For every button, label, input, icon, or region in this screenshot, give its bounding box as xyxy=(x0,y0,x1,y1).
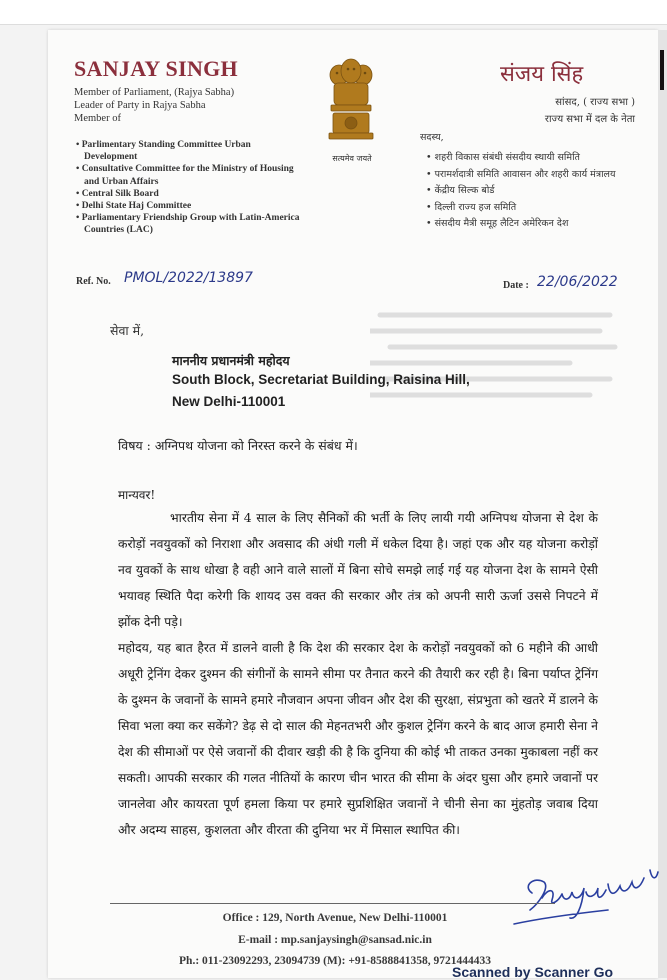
designation-line: सांसद, ( राज्य सभा ) xyxy=(555,97,635,108)
national-emblem-icon xyxy=(325,57,377,149)
top-strip xyxy=(0,0,667,25)
committee-item: • Parliamentary Friendship Group with Latin-America Countries (LAC) xyxy=(76,213,300,236)
greeting: मान्यवर! xyxy=(118,488,156,502)
sender-designations-english xyxy=(74,86,234,125)
body-paragraph: भारतीय सेना में 4 साल के लिए सैनिकों की भर्ती के लिए लायी गयी अग्निपथ योजना से देश के करोड़ों नवयुवकों को निराशा और अवसाद की अंधी गली में धकेल दिया है। जहां एक और यह योजना करोड़ों नव युवकों के साथ धोखा है वही आने वाले सालों में बिना सोचे समझे लाई गई यह योजना देश के सामने ऐसी भयावह स्थिति पैदा करेगी कि शायद उस वक्त की सरकार और तंत्र को अपनी सारी ऊर्जा उससे निपटने में झोंक देनी पड़े। xyxy=(118,511,598,629)
emblem-motto: सत्यमेव जयते xyxy=(332,154,372,163)
bleed-through-texture xyxy=(370,305,620,405)
date-value: 22/06/2022 xyxy=(537,274,618,290)
member-label-hindi: सदस्य, xyxy=(420,132,444,143)
committee-item: • परामर्शदात्री समिति आवासन और शहरी कार्य मंत्रालय xyxy=(426,168,616,180)
committee-item: • केंद्रीय सिल्क बोर्ड xyxy=(426,185,495,196)
footer-divider xyxy=(110,903,555,904)
committee-item: • Parlimentary Standing Committee Urban Development xyxy=(76,140,251,163)
page-edge-mark xyxy=(660,50,664,90)
date-label: Date : xyxy=(503,280,529,291)
letter-body xyxy=(118,505,598,843)
committee-list-english xyxy=(74,139,304,237)
footer-phone: Ph.: 011-23092293, 23094739 (M): +91-8588841358, 9721444433 xyxy=(179,955,491,967)
committee-item: • संसदीय मैत्री समूह लैटिन अमेरिकन देश xyxy=(426,218,569,229)
page-edge xyxy=(658,30,667,978)
recipient-address-line: New Delhi-110001 xyxy=(172,394,286,409)
salutation: सेवा में, xyxy=(110,323,145,338)
recipient-title: माननीय प्रधानमंत्री महोदय xyxy=(172,353,290,368)
committee-item: • Consultative Committee for the Ministry of Housing and Urban Affairs xyxy=(76,164,294,187)
body-paragraph: महोदय, यह बात हैरत में डालने वाली है कि देश की सरकार देश के करोड़ों नवयुवकों को 6 महीने की आधी अधूरी ट्रेनिंग देकर दुश्मन की संगीनों के सामने सीमा पर तैनात करने की तैयारी कर रही है। बिना पर्याप्त ट्रेनिंग के दुश्मन के जवानों के सामने हमारे नौजवान अपना जीवन और देश की सुरक्षा, संप्रभुता को खतरे में डालने के सिवा भला क्या कर सकेंगे? डेढ़ से दो साल की मेहनतभरी और कुशल ट्रेनिंग करने के बाद आज हमारी सेना ने देश की सीमाओं पर ऐसे जवानों की दीवार खड़ी की है कि दुनिया की कोई भी ताकत उनका मुकाबला नहीं कर सकती। आपकी सरकार की गलत नीतियों के कारण चीन भारत की सीमा के अंदर घुसा और हमारे जवानों पर जानलेवा और कायरता पूर्ण हमला किया पर हमारे सुप्रशिक्षित जवानों ने चीनी सेना का मुंहतोड़ जवाब दिया और अदम्य साहस, कुशलता और वीरता की दुनिया भर में मिसाल स्थापित की। xyxy=(118,641,598,837)
sender-name-english: SANJAY SINGH xyxy=(74,56,238,81)
reference-label: Ref. No. xyxy=(76,276,111,287)
sender-name-hindi: संजय सिंह xyxy=(500,62,584,87)
footer-office: Office : 129, North Avenue, New Delhi-110001 xyxy=(222,912,448,924)
committee-list-hindi xyxy=(425,150,640,233)
subject-line: विषय : अग्निपथ योजना को निरस्त करने के संबंध में। xyxy=(118,438,358,453)
scanner-watermark: Scanned by Scanner Go xyxy=(452,964,614,980)
designation-line: Leader of Party in Rajya Sabha xyxy=(74,100,206,111)
committee-item: • दिल्ली राज्य हज समिति xyxy=(426,201,517,213)
designation-line: राज्य सभा में दल के नेता xyxy=(544,114,635,125)
designation-line: Member of xyxy=(74,113,121,124)
recipient-address-line: South Block, Secretariat Building, Raisina Hill, xyxy=(172,372,470,387)
committee-item: • Delhi State Haj Committee xyxy=(76,201,192,212)
designation-line: Member of Parliament, (Rajya Sabha) xyxy=(74,87,235,98)
footer-email: E-mail : mp.sanjaysingh@sansad.nic.in xyxy=(238,934,432,946)
sender-designations-hindi xyxy=(445,94,635,128)
committee-item: • Central Silk Board xyxy=(76,188,159,199)
committee-item: • शहरी विकास संबंधी संसदीय स्थायी समिति xyxy=(426,152,580,163)
reference-number: PMOL/2022/13897 xyxy=(124,270,253,286)
